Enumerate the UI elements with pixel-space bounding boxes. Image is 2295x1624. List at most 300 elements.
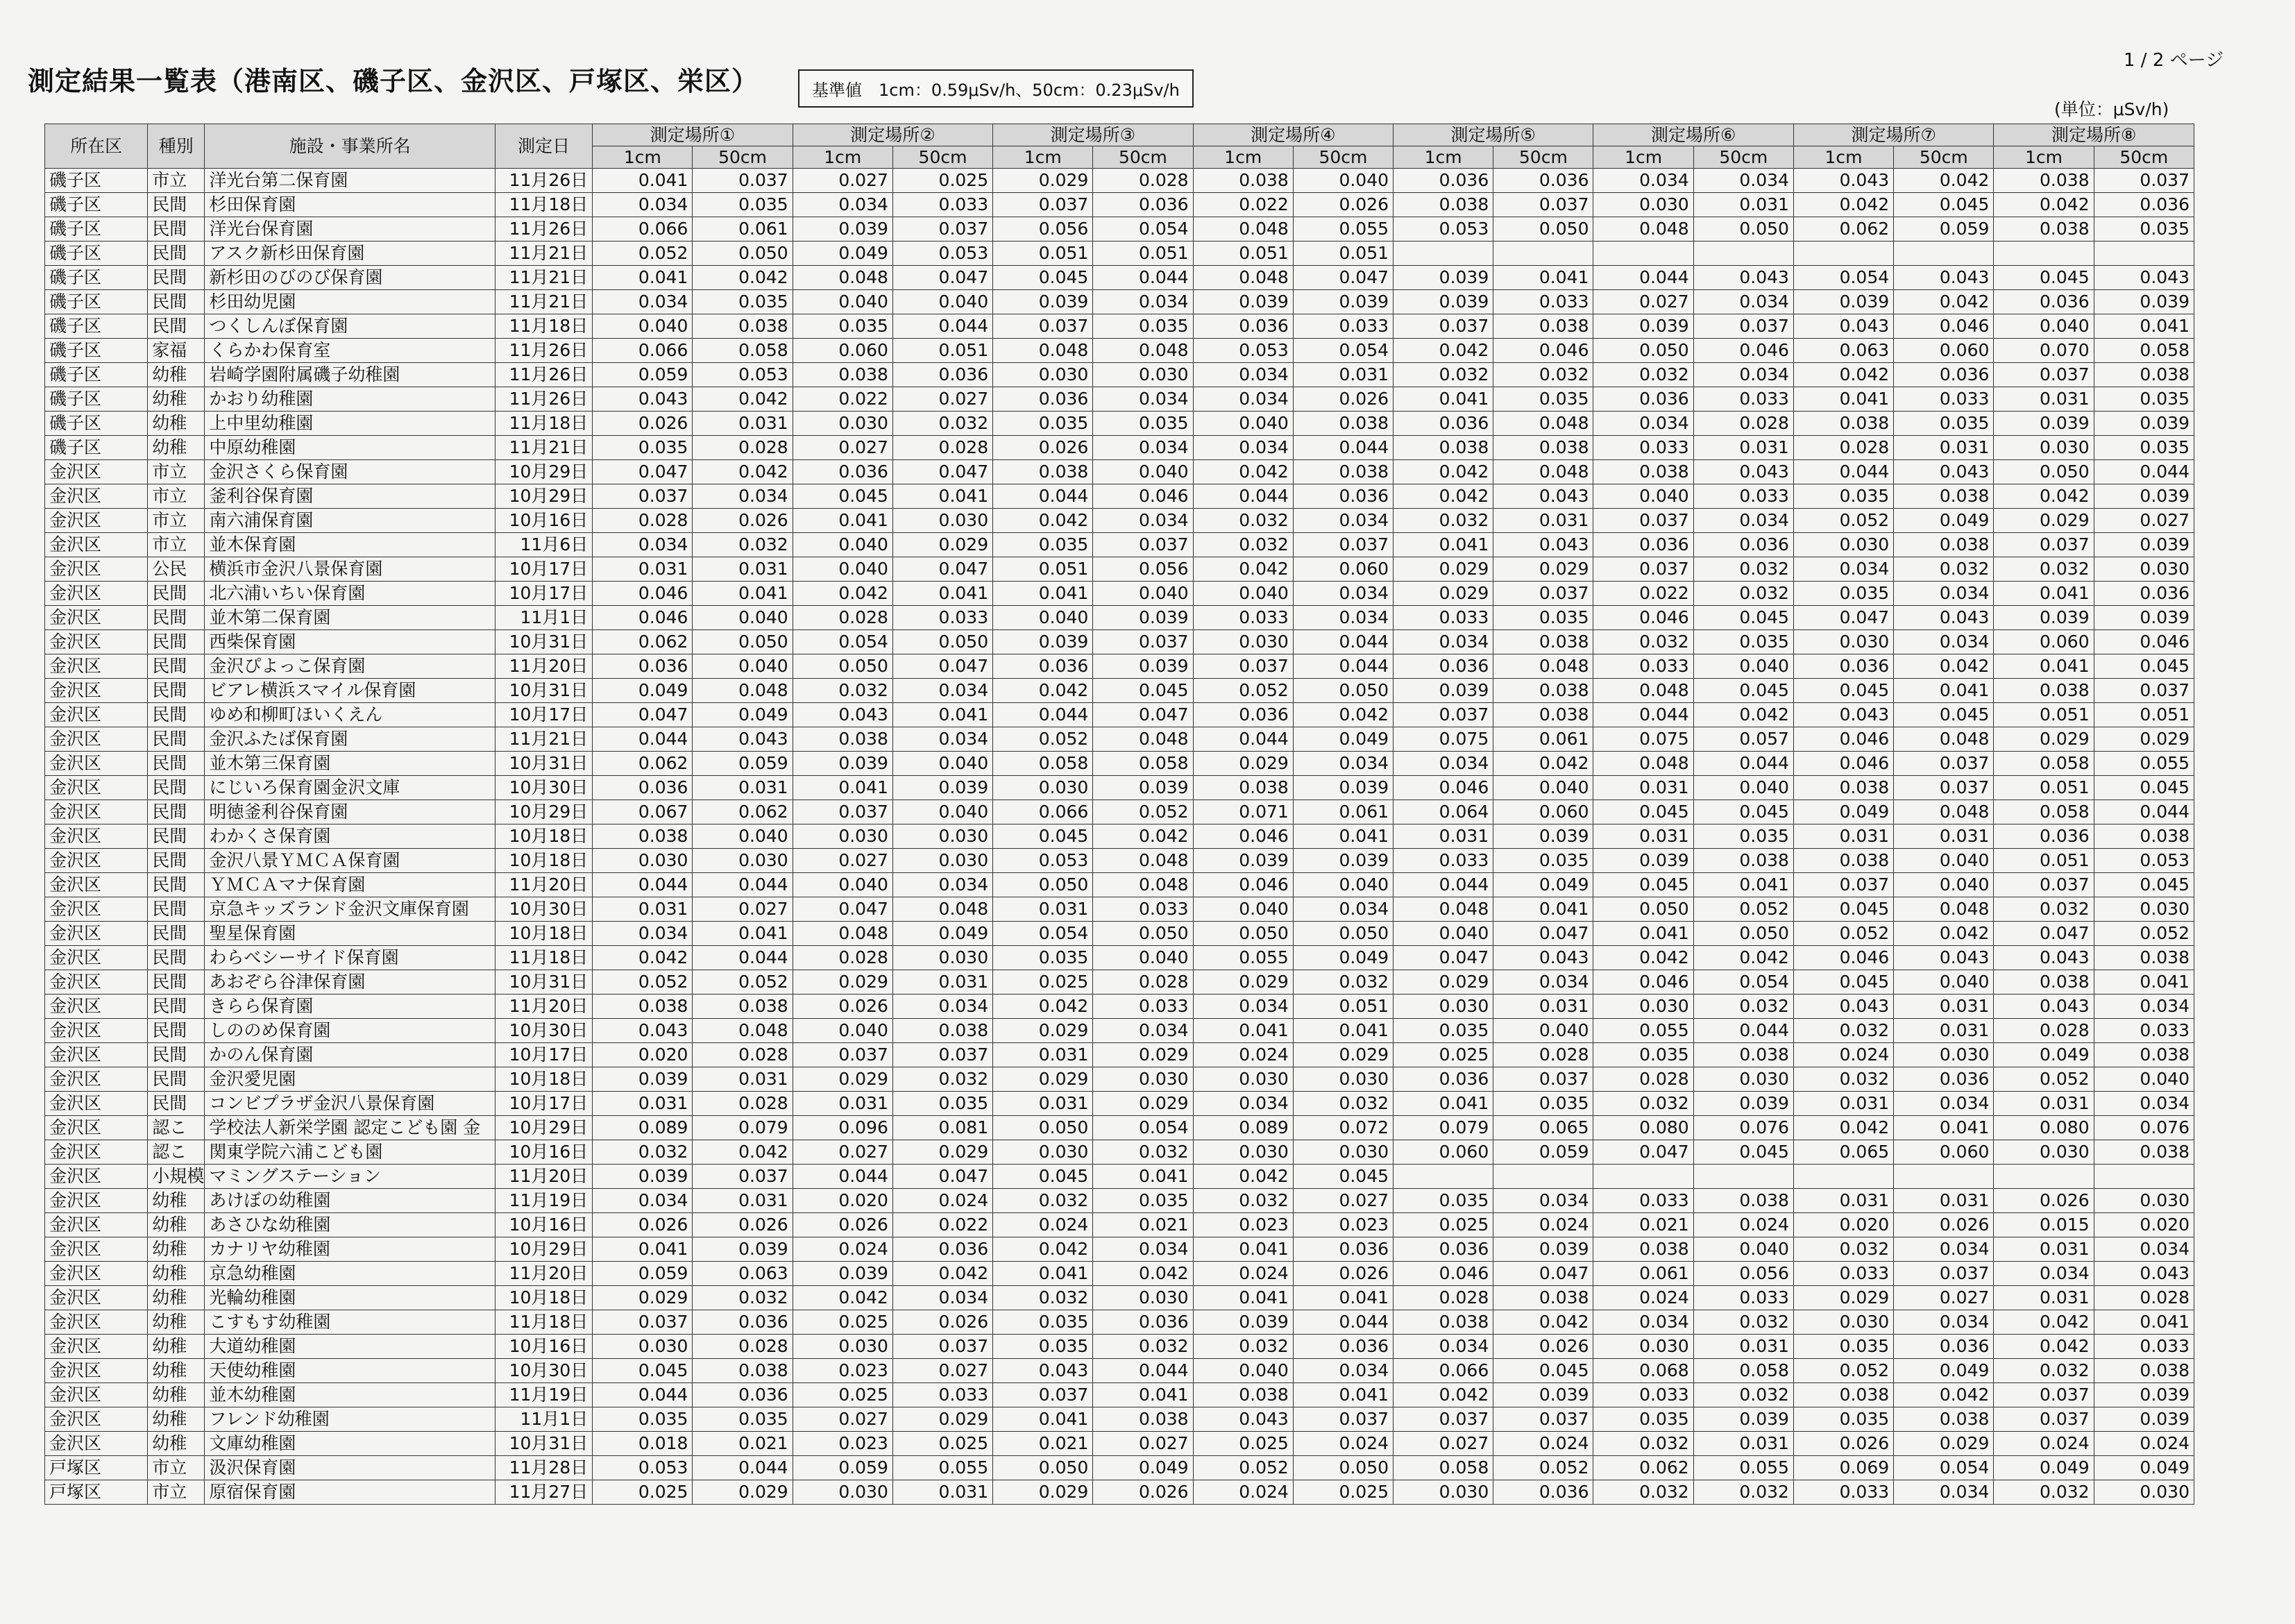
measurement-cell [1394,1165,1493,1189]
type-cell: 民間 [148,727,205,752]
measurement-cell: 0.043 [1793,314,1893,339]
ward-cell: 金沢区 [45,1262,148,1286]
measurement-cell: 0.024 [1293,1432,1393,1456]
measurement-cell: 0.029 [793,970,892,995]
date-cell: 10月16日 [496,1140,593,1165]
unit-label: (単位：μSv/h) [2054,99,2169,119]
type-cell: 認こ [148,1140,205,1165]
measurement-cell: 0.030 [793,412,892,436]
table-row [45,1140,2194,1165]
measurement-cell: 0.034 [1593,412,1693,436]
facility-cell: 岩崎学園附属磯子幼稚園 [205,363,496,387]
measurement-cell: 0.043 [1793,169,1893,193]
measurement-cell: 0.025 [1394,1043,1493,1067]
measurement-cell: 0.039 [793,1262,892,1286]
measurement-cell: 0.044 [2094,800,2194,824]
measurement-cell: 0.041 [1593,922,1693,946]
measurement-cell: 0.047 [593,460,693,484]
measurement-cell: 0.030 [1093,1067,1193,1092]
measurement-cell: 0.038 [2094,1043,2194,1067]
measurement-cell: 0.027 [793,169,892,193]
measurement-cell: 0.028 [1593,1067,1693,1092]
type-cell: 幼稚 [148,1432,205,1456]
ward-cell: 金沢区 [45,1237,148,1262]
table-row [45,412,2194,436]
measurement-cell: 0.041 [2094,970,2194,995]
facility-cell: 金沢愛児園 [205,1067,496,1092]
date-cell: 10月17日 [496,557,593,582]
measurement-cell: 0.052 [1493,1456,1593,1480]
measurement-cell: 0.026 [793,995,892,1019]
measurement-cell: 0.025 [593,1480,693,1505]
facility-cell: 金沢ぴよっこ保育園 [205,654,496,679]
measurement-cell: 0.043 [1693,266,1793,290]
measurement-cell: 0.029 [1894,1432,1994,1456]
table-row [45,484,2194,509]
measurement-cell: 0.043 [1894,266,1994,290]
measurement-cell: 0.036 [2094,582,2194,606]
measurement-cell: 0.050 [993,1116,1093,1140]
measurement-cell: 0.038 [1394,1310,1493,1335]
measurement-cell: 0.042 [1394,460,1493,484]
measurement-cell: 0.055 [1593,1019,1693,1043]
measurement-cell: 0.044 [1093,1359,1193,1383]
measurement-cell: 0.043 [1894,606,1994,630]
measurement-cell: 0.031 [693,412,793,436]
date-cell: 10月18日 [496,1286,593,1310]
measurement-cell: 0.047 [1793,606,1893,630]
table-row [45,1189,2194,1213]
measurement-cell: 0.036 [1593,387,1693,412]
measurement-cell: 0.044 [892,314,992,339]
measurement-cell: 0.037 [593,1310,693,1335]
measurement-cell: 0.035 [1894,412,1994,436]
measurement-cell: 0.040 [1994,314,2094,339]
facility-cell: 光輪幼稚園 [205,1286,496,1310]
measurement-cell: 0.044 [1293,436,1393,460]
measurement-cell: 0.058 [1093,752,1193,776]
measurement-cell: 0.035 [1093,1189,1193,1213]
facility-cell: つくしんぼ保育園 [205,314,496,339]
table-row [45,1310,2194,1335]
ward-cell: 金沢区 [45,1359,148,1383]
date-cell: 10月29日 [496,1116,593,1140]
measurement-cell: 0.030 [1894,1043,1994,1067]
facility-cell: わらべシーサイド保育園 [205,946,496,970]
facility-cell: 金沢さくら保育園 [205,460,496,484]
measurement-cell: 0.028 [1394,1286,1493,1310]
measurement-cell: 0.054 [1093,1116,1193,1140]
facility-cell: 釜利谷保育園 [205,484,496,509]
measurement-cell: 0.056 [1093,557,1193,582]
measurement-cell: 0.032 [1693,1480,1793,1505]
table-row [45,922,2194,946]
measurement-cell: 0.020 [793,1189,892,1213]
measurement-cell: 0.037 [993,1383,1093,1407]
measurement-cell: 0.052 [593,242,693,266]
measurement-cell: 0.053 [2094,849,2194,873]
measurement-cell: 0.042 [793,1286,892,1310]
measurement-cell: 0.031 [1693,193,1793,217]
measurement-cell: 0.048 [993,339,1093,363]
type-cell: 民間 [148,824,205,849]
measurement-cell: 0.031 [693,1189,793,1213]
measurement-cell: 0.028 [693,1043,793,1067]
measurement-cell: 0.042 [1493,1310,1593,1335]
measurement-cell: 0.050 [993,1456,1093,1480]
measurement-cell: 0.028 [793,606,892,630]
measurement-cell: 0.051 [1193,242,1293,266]
measurement-cell: 0.026 [693,1213,793,1237]
measurement-cell: 0.031 [1994,1286,2094,1310]
measurement-cell: 0.026 [1293,193,1393,217]
measurement-cell: 0.043 [693,727,793,752]
measurement-cell: 0.040 [1193,582,1293,606]
facility-cell: 新杉田のびのび保育園 [205,266,496,290]
measurement-cell: 0.035 [693,290,793,314]
measurement-cell: 0.023 [793,1432,892,1456]
measurement-cell: 0.051 [1994,776,2094,800]
type-cell: 幼稚 [148,1359,205,1383]
measurement-cell: 0.055 [1693,1456,1793,1480]
measurement-cell: 0.043 [1493,946,1593,970]
measurement-cell: 0.034 [1293,509,1393,533]
height-50cm-header: 50cm [2094,146,2194,169]
measurement-cell: 0.024 [1493,1213,1593,1237]
measurement-cell: 0.052 [1793,1359,1893,1383]
measurement-cell: 0.044 [693,946,793,970]
facility-cell: 洋光台第二保育園 [205,169,496,193]
measurement-cell: 0.039 [1394,679,1493,703]
measurement-cell: 0.027 [793,1407,892,1432]
measurement-cell: 0.030 [1593,995,1693,1019]
ward-cell: 磯子区 [45,266,148,290]
measurement-cell: 0.035 [593,1407,693,1432]
ward-cell: 金沢区 [45,800,148,824]
measurement-cell: 0.031 [693,1067,793,1092]
measurement-cell: 0.038 [1693,849,1793,873]
measurement-cell [1894,242,1994,266]
measurement-cell: 0.036 [693,1310,793,1335]
date-cell: 10月31日 [496,679,593,703]
measurement-cell: 0.046 [593,606,693,630]
measurement-cell: 0.021 [1593,1213,1693,1237]
measurement-cell: 0.030 [593,1335,693,1359]
measurement-cell: 0.033 [2094,1335,2194,1359]
measurement-cell: 0.018 [593,1432,693,1456]
measurement-cell: 0.042 [1394,1383,1493,1407]
measurement-cell: 0.038 [1894,1407,1994,1432]
measurement-cell: 0.024 [892,1189,992,1213]
measurement-cell: 0.039 [2094,606,2194,630]
measurement-cell: 0.050 [1593,897,1693,922]
measurement-cell: 0.034 [1493,1189,1593,1213]
col-facility-header: 施設・事業所名 [205,124,496,169]
type-cell: 市立 [148,1456,205,1480]
measurement-cell: 0.036 [1394,412,1493,436]
page-title: 測定結果一覧表（港南区、磯子区、金沢区、戸塚区、栄区） [28,66,759,96]
measurement-cell: 0.032 [1693,1383,1793,1407]
measurement-cell: 0.031 [1693,436,1793,460]
type-cell: 幼稚 [148,1262,205,1286]
measurement-cell: 0.076 [2094,1116,2194,1140]
measurement-cell: 0.048 [1093,339,1193,363]
measurement-cell: 0.041 [1293,1019,1393,1043]
measurement-cell: 0.052 [693,970,793,995]
measurement-cell: 0.030 [993,776,1093,800]
measurement-cell: 0.034 [892,873,992,897]
measurement-cell: 0.035 [1093,412,1193,436]
date-cell: 10月18日 [496,824,593,849]
table-row [45,654,2194,679]
measurement-cell: 0.035 [1693,630,1793,654]
measurement-cell: 0.034 [1093,290,1193,314]
measurement-cell: 0.038 [1493,314,1593,339]
measurement-cell: 0.045 [2094,776,2194,800]
ward-cell: 磯子区 [45,290,148,314]
measurement-cell: 0.037 [793,1043,892,1067]
measurement-cell: 0.062 [1593,1456,1693,1480]
measurement-cell: 0.038 [2094,824,2194,849]
measurement-cell: 0.032 [793,679,892,703]
height-1cm-header: 1cm [1994,146,2094,169]
date-cell: 11月20日 [496,1165,593,1189]
measurement-cell: 0.034 [1994,1262,2094,1286]
measurement-cell: 0.039 [1493,1383,1593,1407]
type-cell: 民間 [148,897,205,922]
measurement-cell: 0.037 [1593,557,1693,582]
measurement-cell: 0.024 [1593,1286,1693,1310]
measurement-cell: 0.041 [1093,1383,1193,1407]
measurement-cell: 0.034 [1894,630,1994,654]
measurement-cell: 0.054 [993,922,1093,946]
measurement-cell: 0.042 [1693,703,1793,727]
measurement-cell: 0.062 [693,800,793,824]
measurement-cell: 0.040 [1693,654,1793,679]
type-cell: 幼稚 [148,1407,205,1432]
measurement-cell: 0.038 [1894,484,1994,509]
measurement-cell: 0.043 [1193,1407,1293,1432]
measurement-cell: 0.045 [1994,266,2094,290]
measurement-cell: 0.035 [1693,824,1793,849]
measurement-cell: 0.032 [1894,557,1994,582]
measurement-cell: 0.039 [1293,776,1393,800]
date-cell: 10月17日 [496,582,593,606]
date-cell: 10月30日 [496,776,593,800]
measurement-cell: 0.042 [993,509,1093,533]
measurement-cell: 0.058 [693,339,793,363]
measurement-cell: 0.044 [1693,1019,1793,1043]
type-cell: 幼稚 [148,436,205,460]
measurement-cell: 0.037 [1994,873,2094,897]
measurement-cell: 0.023 [1293,1213,1393,1237]
measurement-cell: 0.033 [892,193,992,217]
measurement-cell: 0.032 [1793,1067,1893,1092]
measurement-cell: 0.058 [1693,1359,1793,1383]
measurement-cell: 0.023 [1193,1213,1293,1237]
facility-cell: フレンド幼稚園 [205,1407,496,1432]
measurement-cell: 0.035 [1493,1092,1593,1116]
measurement-cell: 0.033 [1593,1383,1693,1407]
type-cell: 市立 [148,1480,205,1505]
measurement-cell: 0.034 [1193,363,1293,387]
measurement-cell: 0.039 [1093,606,1193,630]
measurement-cell: 0.046 [2094,630,2194,654]
measurement-cell: 0.036 [693,1383,793,1407]
measurement-cell: 0.037 [793,800,892,824]
measurement-cell: 0.038 [1293,460,1393,484]
measurement-cell: 0.034 [1093,509,1193,533]
type-cell: 民間 [148,582,205,606]
measurement-cell: 0.044 [2094,460,2194,484]
date-cell: 11月26日 [496,363,593,387]
measurement-cell: 0.028 [1793,436,1893,460]
measurement-cell: 0.033 [1693,1286,1793,1310]
measurement-cell [1693,1165,1793,1189]
table-row [45,509,2194,533]
measurement-cell: 0.038 [1593,1237,1693,1262]
measurement-cell: 0.040 [993,606,1093,630]
measurement-cell: 0.052 [593,970,693,995]
ward-cell: 磯子区 [45,217,148,242]
table-row [45,1456,2194,1480]
measurement-cell: 0.035 [693,1407,793,1432]
measurement-cell: 0.054 [1894,1456,1994,1480]
measurement-cell: 0.041 [993,582,1093,606]
measurement-cell: 0.045 [2094,873,2194,897]
measurement-cell: 0.027 [892,1359,992,1383]
date-cell: 10月30日 [496,1019,593,1043]
measurement-cell: 0.041 [793,776,892,800]
measurement-cell: 0.058 [993,752,1093,776]
measurement-cell: 0.040 [593,314,693,339]
height-1cm-header: 1cm [1593,146,1693,169]
table-row [45,193,2194,217]
measurement-cell: 0.037 [1093,533,1193,557]
measurement-cell: 0.038 [2094,1140,2194,1165]
measurement-cell: 0.040 [1894,873,1994,897]
facility-cell: マミングステーション [205,1165,496,1189]
site-header: 測定場所③ [993,124,1193,146]
ward-cell: 金沢区 [45,946,148,970]
ward-cell: 金沢区 [45,533,148,557]
measurement-cell: 0.036 [1894,1335,1994,1359]
measurement-cell: 0.037 [1693,314,1793,339]
facility-cell: 並木第三保育園 [205,752,496,776]
measurement-cell: 0.029 [793,1067,892,1092]
table-row [45,339,2194,363]
height-1cm-header: 1cm [793,146,892,169]
measurement-cell: 0.032 [1093,1140,1193,1165]
measurement-cell: 0.043 [1493,484,1593,509]
measurement-cell: 0.081 [892,1116,992,1140]
measurement-cell: 0.038 [693,995,793,1019]
type-cell: 家福 [148,339,205,363]
measurement-cell: 0.046 [1493,339,1593,363]
measurement-cell: 0.055 [1293,217,1393,242]
measurement-cell: 0.032 [593,1140,693,1165]
measurement-cell: 0.030 [892,509,992,533]
facility-cell: 横浜市金沢八景保育園 [205,557,496,582]
type-cell: 幼稚 [148,1310,205,1335]
measurement-cell: 0.026 [1894,1213,1994,1237]
measurement-cell: 0.037 [892,217,992,242]
measurement-cell: 0.034 [1193,995,1293,1019]
measurement-cell: 0.040 [1394,922,1493,946]
measurement-cell: 0.051 [1293,242,1393,266]
facility-cell: しののめ保育園 [205,1019,496,1043]
measurement-cell: 0.036 [1394,169,1493,193]
measurement-cell: 0.035 [593,436,693,460]
measurement-cell: 0.049 [1493,873,1593,897]
type-cell: 幼稚 [148,387,205,412]
measurement-cell: 0.036 [1293,1335,1393,1359]
measurement-cell: 0.038 [1493,1286,1593,1310]
type-cell: 民間 [148,193,205,217]
measurement-cell: 0.025 [892,1432,992,1456]
measurement-cell: 0.052 [1093,800,1193,824]
measurement-cell: 0.037 [1493,193,1593,217]
ward-cell: 金沢区 [45,1286,148,1310]
measurement-cell: 0.066 [1394,1359,1493,1383]
measurement-cell: 0.034 [1193,387,1293,412]
table-row [45,800,2194,824]
measurement-cell: 0.039 [1193,849,1293,873]
measurement-cell: 0.040 [1293,873,1393,897]
measurement-cell: 0.029 [2094,727,2194,752]
measurement-cell: 0.032 [1994,897,2094,922]
measurement-cell: 0.031 [1593,824,1693,849]
measurement-cell: 0.044 [693,873,793,897]
measurement-cell: 0.050 [1093,922,1193,946]
measurement-cell: 0.029 [1394,557,1493,582]
measurement-cell: 0.048 [693,679,793,703]
ward-cell: 金沢区 [45,970,148,995]
height-1cm-header: 1cm [1193,146,1293,169]
date-cell: 10月17日 [496,703,593,727]
measurement-cell: 0.026 [1493,1335,1593,1359]
measurement-cell: 0.031 [1593,776,1693,800]
measurement-cell: 0.030 [1193,1067,1293,1092]
measurement-cell: 0.030 [1293,1140,1393,1165]
ward-cell: 金沢区 [45,1383,148,1407]
ward-cell: 金沢区 [45,606,148,630]
measurement-cell: 0.030 [2094,897,2194,922]
facility-cell: 金沢八景ＹＭＣＡ保育園 [205,849,496,873]
measurement-cell: 0.049 [1894,509,1994,533]
measurement-cell: 0.042 [993,995,1093,1019]
measurement-cell: 0.033 [1093,897,1193,922]
measurement-cell: 0.031 [593,1092,693,1116]
measurement-cell: 0.043 [1994,995,2094,1019]
table-row [45,1019,2194,1043]
table-row [45,1116,2194,1140]
measurement-cell: 0.051 [2094,703,2194,727]
measurement-cell: 0.041 [1693,873,1793,897]
measurement-cell: 0.037 [993,314,1093,339]
measurement-cell: 0.034 [593,922,693,946]
date-cell: 11月19日 [496,1189,593,1213]
date-cell: 11月26日 [496,217,593,242]
ward-cell: 金沢区 [45,1432,148,1456]
measurement-cell: 0.048 [1093,873,1193,897]
measurement-cell: 0.040 [1093,582,1193,606]
measurement-cell: 0.037 [1493,582,1593,606]
measurement-cell: 0.028 [593,509,693,533]
facility-cell: 北六浦いちい保育園 [205,582,496,606]
measurement-cell: 0.033 [1093,995,1193,1019]
measurement-cell: 0.034 [593,1189,693,1213]
